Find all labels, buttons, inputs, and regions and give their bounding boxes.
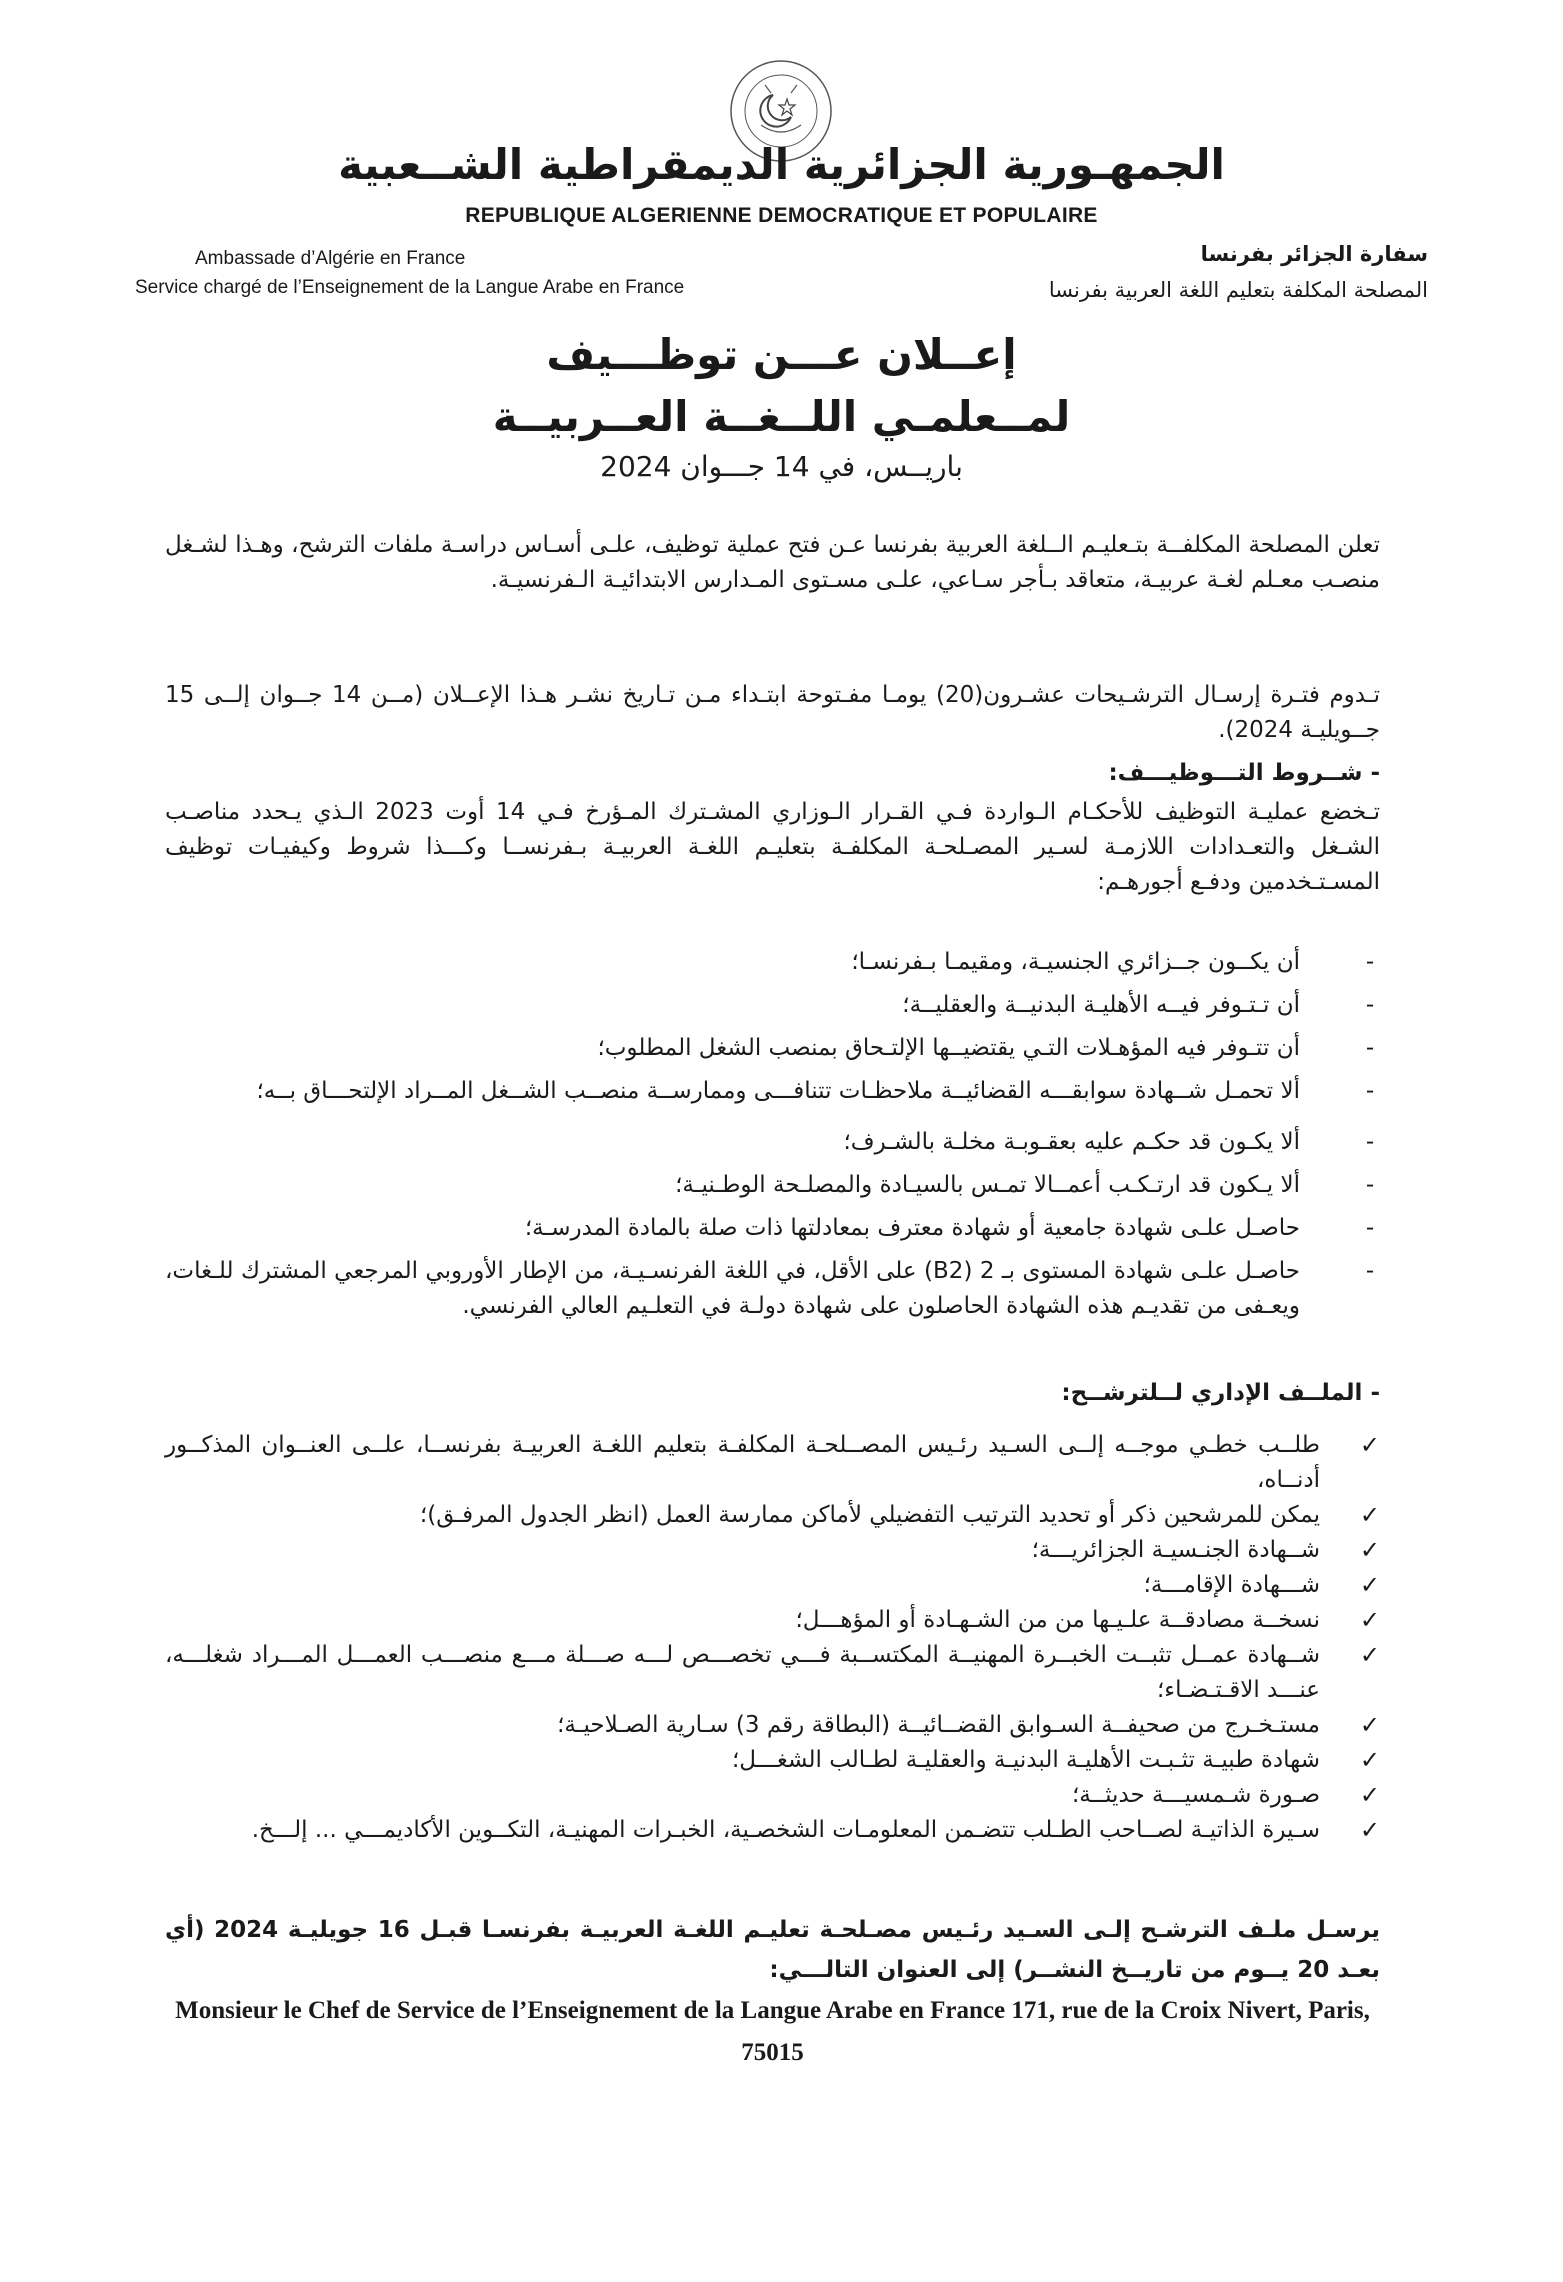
republic-title-arabic: الجمهـورية الجزائرية الديمقراطية الشــعبية bbox=[338, 140, 1225, 189]
conditions-list bbox=[165, 945, 1380, 1332]
list-item: ✓ صـورة شـمسيـــة حديثــة؛ bbox=[165, 1778, 1380, 1813]
check-icon: ✓ bbox=[1359, 1431, 1380, 1459]
embassy-block-french bbox=[135, 244, 684, 302]
dash-bullet: - bbox=[1365, 992, 1375, 1018]
list-item: - ألا يـكون قد ارتـكـب أعمــالا تمـس بالسيـادة والمصلـحة الوطـنيـة؛ bbox=[165, 1168, 1380, 1203]
dash-bullet: - bbox=[1365, 1078, 1375, 1104]
check-icon: ✓ bbox=[1359, 1746, 1380, 1774]
intro-paragraph: تعلن المصلحة المكلفــة بتـعليـم الــلغة العربية بفرنسا عـن فتح عملية توظيف، علـى أسـاس دراسـة ملفات الترشح، وهـذا لشـغل منصـب معـلم لغـة عربيـة، متعاقد بـأجر سـاعي، علـى مسـتوى المـدارس الابتدائيـة الـفرنسيـة. bbox=[165, 532, 1380, 593]
list-item: - أن تتـوفر فيه المؤهـلات التـي يقتضيــها الإلتـحاق بمنصب الشغل المطلوب؛ bbox=[165, 1031, 1380, 1066]
list-item: - حاصـل علـى شهادة المستوى بـ 2 (B2) على الأقل، في اللغة الفرنسـيـة، من الإطار الأوروبي المرجعي المشترك للـغات، ويعـفى من تقديـم هذه الشهادة الحاصلون على شهادة دولـة في التعلـيم العالي الفرنسي. bbox=[165, 1254, 1380, 1324]
list-item: ✓ سـيرة الذاتيـة لصــاحب الطـلب تتضـمن المعلومـات الشخصـية، الخبـرات المهنيـة، التكــوين الأكاديمـــي ... إلـــخ. bbox=[165, 1813, 1380, 1848]
list-item: - حاصـل علـى شهادة جامعية أو شهادة معترف بمعادلتها ذات صلة بالمادة المدرسـة؛ bbox=[165, 1211, 1380, 1246]
announcement-title: إعــلان عـــن توظـــيف bbox=[546, 330, 1017, 379]
documents-list bbox=[165, 1428, 1380, 1848]
application-period-paragraph: تـدوم فتـرة إرسـال الترشـيحات عشـرون(20) يومـا مفـتوحة ابتـداء مـن تـاريخ نشـر هـذا الإعــلان (مــن 14 جــوان إلــى 15 جــويليـة 2024). bbox=[165, 682, 1380, 743]
check-icon: ✓ bbox=[1359, 1816, 1380, 1844]
check-icon: ✓ bbox=[1359, 1536, 1380, 1564]
submission-instructions: يرسـل ملـف الترشـح إلـى السـيد رئـيس مصـلحـة تعليـم اللغـة العربيـة بفرنسـا قبـل 16 جويليـة 2024 (أي بعـد 20 يــوم من تاريــخ النشــر) إلى العنوان التالـــي: bbox=[165, 1917, 1381, 1983]
check-icon: ✓ bbox=[1359, 1781, 1380, 1809]
check-icon: ✓ bbox=[1359, 1571, 1380, 1599]
announcement-date: باريــس، في 14 جـــوان 2024 bbox=[600, 450, 963, 483]
list-item: - أن يكــون جــزائري الجنسيـة، ومقيمـا بـفرنسـا؛ bbox=[165, 945, 1380, 980]
dash-bullet: - bbox=[1365, 1258, 1375, 1284]
dash-bullet: - bbox=[1365, 1035, 1375, 1061]
list-item: ✓ شـــهادة الإقامـــة؛ bbox=[165, 1568, 1380, 1603]
dash-bullet: - bbox=[1365, 1215, 1375, 1241]
service-name-arabic: المصلحة المكلفة بتعليم اللغة العربية بفرنسا bbox=[1048, 278, 1428, 302]
service-name-french: Service chargé de l’Enseignement de la Langue Arabe en France bbox=[135, 277, 685, 298]
embassy-name-arabic: سفارة الجزائر بفرنسا bbox=[1200, 242, 1428, 266]
check-icon: ✓ bbox=[1359, 1606, 1380, 1634]
list-item: ✓ مستـخـرج من صحيفــة السـوابق القضــائيــة (البطاقة رقم 3) سـارية الصـلاحيـة؛ bbox=[165, 1708, 1380, 1743]
list-item: ✓ شــهادة الجنـسيـة الجزائريـــة؛ bbox=[165, 1533, 1380, 1568]
list-item: ✓ يمكن للمرشحين ذكر أو تحديد الترتيب التفضيلي لأماكن ممارسة العمل (انظر الجدول المرفـق)؛ bbox=[165, 1498, 1380, 1533]
list-item: - ألا تحمـل شــهادة سوابقـــه القضائيــة ملاحظـات تتنافـــى وممارســة منصــب الشــغل المــراد الإلتحـــاق بــه؛ bbox=[165, 1074, 1380, 1109]
dash-bullet: - bbox=[1365, 949, 1375, 975]
list-item: - أن تـتـوفر فيــه الأهليـة البدنيــة والعقليــة؛ bbox=[165, 988, 1380, 1023]
documents-heading: - الملــف الإداري لــلترشــح: bbox=[1061, 1380, 1380, 1406]
list-item: ✓ شــهادة عمــل تثبــت الخبــرة المهنيــة المكتســبة فـــي تخصـــص لـــه صـــلة مـــع منصـــب العمـــل المـــراد شغلـــه، عنـــد الاقـتـضـاء؛ bbox=[165, 1638, 1380, 1708]
check-icon: ✓ bbox=[1359, 1711, 1380, 1739]
check-icon: ✓ bbox=[1359, 1641, 1380, 1669]
republic-title-french: REPUBLIQUE ALGERIENNE DEMOCRATIQUE ET POPULAIRE bbox=[465, 204, 1098, 227]
embassy-block-arabic bbox=[1049, 236, 1428, 308]
list-item: ✓ طلــب خطـي موجــه إلــى السـيد رئـيس المصــلحـة المكلفـة بتعليم اللغـة العربيـة بفرنســا، علــى العنــوان المذكــور أدنــاه، bbox=[165, 1428, 1380, 1498]
announcement-subtitle: لمــعلمـي اللــغــة العــربيــة bbox=[492, 392, 1071, 441]
embassy-name-french: Ambassade d’Algérie en France bbox=[195, 248, 466, 269]
list-item: ✓ شهادة طبيـة تثـبـت الأهليـة البدنيـة والعقليـة لطـالب الشغـــل؛ bbox=[165, 1743, 1380, 1778]
check-icon: ✓ bbox=[1359, 1501, 1380, 1529]
conditions-heading: - شــروط التـــوظيـــف: bbox=[1108, 760, 1380, 786]
list-item: - ألا يكـون قد حكـم عليه بعقـوبـة مخلـة بالشـرف؛ bbox=[165, 1125, 1380, 1160]
mailing-address: Monsieur le Chef de Service de l’Enseignement de la Langue Arabe en France 171, rue de la Croix Nivert, Paris, 75015 bbox=[175, 1997, 1370, 2066]
conditions-intro: تـخضع عمليـة التوظيف للأحكـام الـواردة فـي القـرار الـوزاري المشـترك المـؤرخ فـي 14 أوت 2023 الـذي يـحدد مناصـب الشـغل والتعـدادات اللازمـة لسـير المصـلحـة المكلفـة بتعليـم اللغـة العربيـة بـفرنســا وكـــذا شروط وكيفيـات توظيف المسـتـخدمين ودفـع أجورهـم: bbox=[165, 799, 1380, 895]
dash-bullet: - bbox=[1365, 1129, 1375, 1155]
list-item: ✓ نسخــة مصادقــة علـيـها من من الشـهـادة أو المؤهـــل؛ bbox=[165, 1603, 1380, 1638]
dash-bullet: - bbox=[1365, 1172, 1375, 1198]
